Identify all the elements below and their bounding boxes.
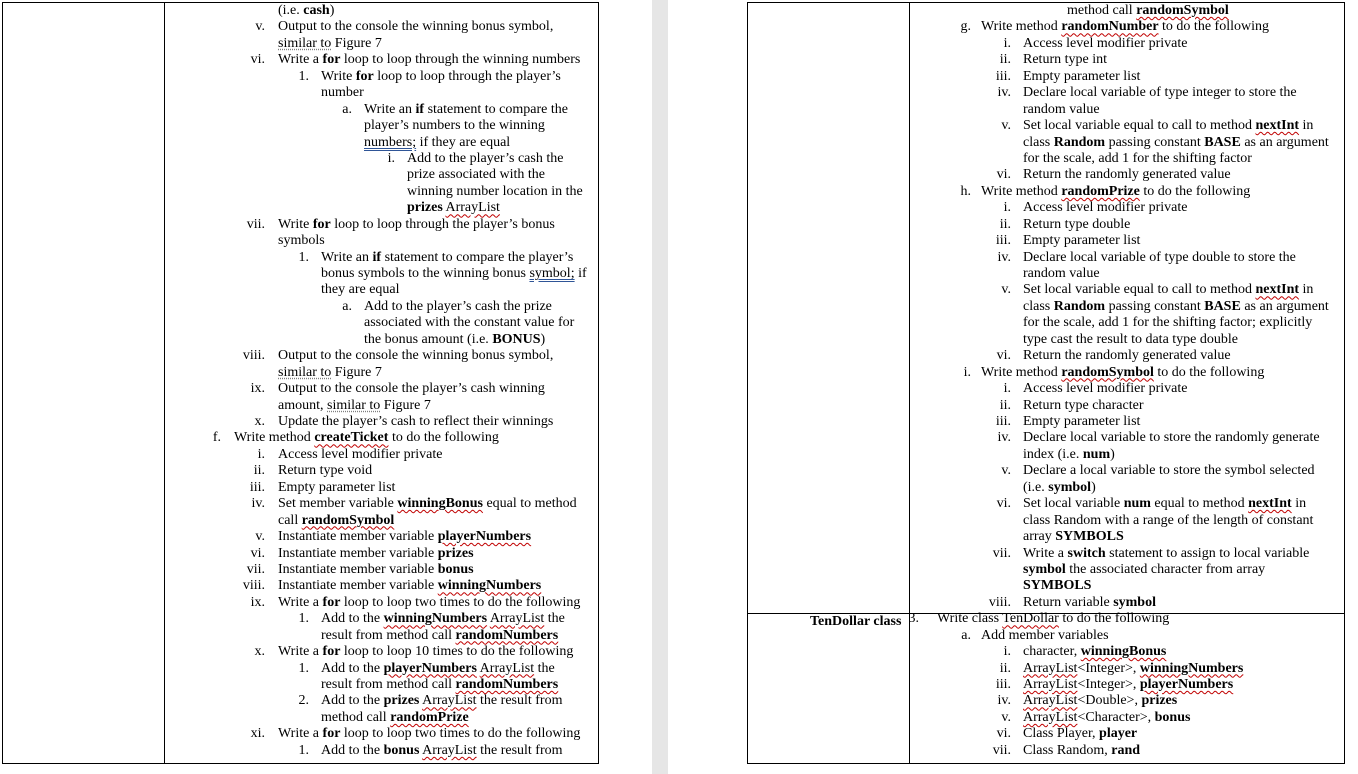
right-list-number: g. [960,19,971,35]
left-list-number: iii. [249,479,265,495]
left-list-number: iv. [251,496,265,512]
right-line-text: array SYMBOLS [1023,529,1124,545]
right-line-text: Return type character [1023,397,1144,413]
right-line-text: Empty parameter list [1023,233,1141,249]
right-line-text: Class Random, rand [1023,742,1141,758]
left-line-text: the bonus amount (i.e. BONUS) [364,331,546,347]
left-line-text: amount, similar to Figure 7 [278,397,431,413]
left-line-text: Write method createTicket to do the following [234,430,499,446]
left-line-text: similar to Figure 7 [278,364,382,380]
right-list-number: iv. [997,85,1011,101]
left-list-number: 1. [298,742,309,758]
left-line-text: Add to the player’s cash the prize [364,298,552,314]
right-list-number: v. [1001,118,1011,134]
right-line-text: Return type double [1023,216,1131,232]
left-line-text: Instantiate member variable bonus [278,561,474,577]
right-list-number: i. [1003,200,1011,216]
right-line-text: Declare local variable of type integer to store the [1023,85,1297,101]
right-line-text: SYMBOLS [1023,578,1092,594]
left-line-text: similar to Figure 7 [278,35,382,51]
right-line-text: symbol the associated character from array [1023,561,1266,577]
left-line-text: (i.e. cash) [278,3,335,18]
left-line-text: Update the player’s cash to reflect their winnings [278,414,554,429]
left-line-text: Set member variable winningBonus equal to method [278,496,577,512]
right-list-number: ii. [999,397,1011,413]
left-list-number: 1. [298,249,309,265]
right-line-text: Return the randomly generated value [1023,348,1231,364]
right-line-text: class Random with a range of the length of constant [1023,512,1314,528]
right-line-text: ArrayList<Double>, prizes [1023,693,1178,709]
right-line-text: type cast the result to data type double [1023,331,1238,347]
left-line-text: Write a for loop to loop 10 times to do the following [278,644,574,660]
left-list-number: i. [387,150,395,166]
right-list-number: iv. [997,430,1011,446]
left-line-text: Output to the console the winning bonus symbol, [278,19,554,35]
right-line-text: random value [1023,101,1100,117]
right-line-text: method call randomSymbol [1067,3,1229,18]
right-list-number: v. [1001,463,1011,479]
right-line-text: Write method randomPrize to do the following [981,183,1251,199]
left-line-text: method call randomPrize [321,709,469,725]
left-line-text: Write an if statement to compare the player’s [321,249,574,265]
right-list-number: ii. [999,660,1011,676]
right-line-text: for the scale, add 1 for the shifting factor; explicitly [1023,315,1313,331]
right-list-number: iii. [995,414,1011,429]
tendollar-class-label: TenDollar class [810,614,902,629]
left-list-number: v. [255,19,265,35]
right-list-number: iii. [995,233,1011,249]
left-list-number: vi. [250,545,265,561]
right-line-text: Set local variable equal to call to method nextInt in [1023,282,1314,298]
left-line-text: Instantiate member variable winningNumbers [278,578,542,594]
left-list-number: f. [212,430,221,446]
left-line-text: Write a for loop to loop two times to do the following [278,594,581,610]
right-line-text: Write a switch statement to assign to local variable [1023,545,1310,561]
left-list-number: a. [342,101,352,117]
page-gutter [652,0,668,774]
left-list-number: ix. [250,381,265,397]
right-list-number: i. [1003,644,1011,660]
left-line-text: result from method call randomNumbers [321,627,559,643]
right-list-number: vi. [996,726,1011,742]
left-line-text: Write for loop to loop through the player’s bonus [278,216,555,232]
left-list-number: x. [254,644,265,660]
right-line-text: index (i.e. num) [1023,446,1115,462]
left-line-text: Instantiate member variable prizes [278,545,474,561]
left-line-text: winning number location in the [407,183,583,199]
left-line-text: they are equal [321,282,400,298]
left-line-text: Add to the bonus ArrayList the result from [321,742,563,758]
right-line-text: Empty parameter list [1023,68,1141,84]
right-document-page [668,0,1358,774]
right-list-number: vi. [996,348,1011,364]
right-line-text: Write method randomNumber to do the following [981,19,1269,35]
left-table-column-divider [164,2,165,764]
right-list-number: viii. [988,594,1011,610]
right-line-text: Write class TenDollar to do the following [937,611,1170,627]
right-list-number: ii. [999,52,1011,68]
left-line-text: Add to the player’s cash the [407,150,564,166]
right-line-text: Add member variables [981,627,1109,643]
left-list-number: 1. [298,68,309,84]
right-line-text: Return type int [1023,52,1107,68]
left-line-text: Write a for loop to loop two times to do the following [278,726,581,742]
right-list-number: i. [1003,35,1011,51]
right-list-number: vii. [992,545,1011,561]
left-list-number: vii. [246,216,265,232]
left-list-number: ii. [253,463,265,479]
left-line-text: Add to the winningNumbers ArrayList the [321,611,565,627]
right-list-number: iv. [997,249,1011,265]
left-line-text: Add to the prizes ArrayList the result from [321,693,563,709]
right-line-text: random value [1023,266,1100,282]
right-list-number: i. [1003,381,1011,397]
right-list-number: vii. [992,742,1011,758]
right-line-text: Empty parameter list [1023,414,1141,429]
right-line-text: ArrayList<Character>, bonus [1023,709,1191,725]
right-line-text: ArrayList<Integer>, playerNumbers [1023,677,1234,693]
right-line-text: Class Player, player [1023,726,1138,742]
left-list-number: 1. [298,660,309,676]
right-list-number: 3. [908,611,919,627]
right-list-number: iv. [997,693,1011,709]
right-table-column-divider [909,2,910,764]
left-line-text: symbols [278,233,325,249]
left-list-number: viii. [242,578,265,594]
right-line-text: Access level modifier private [1023,381,1188,397]
left-line-text: result from method call randomNumbers [321,677,559,693]
left-line-text: Instantiate member variable playerNumbers [278,529,532,545]
right-line-text: Set local variable num equal to method nextInt in [1023,496,1307,512]
right-line-text: Return variable symbol [1023,594,1156,610]
left-line-text: Output to the console the player’s cash winning [278,381,545,397]
left-line-text: Write a for loop to loop through the winning numbers [278,52,581,68]
right-list-number: v. [1001,709,1011,725]
right-list-number: a. [961,627,971,643]
left-list-number: xi. [250,726,265,742]
right-list-number: iii. [995,677,1011,693]
left-list-number: ix. [250,594,265,610]
right-list-number: ii. [999,216,1011,232]
left-line-text: Add to the playerNumbers ArrayList the [321,660,555,676]
right-list-number: h. [960,183,971,199]
left-line-text: bonus symbols to the winning bonus symbol; if [321,266,587,282]
left-line-text: call randomSymbol [278,512,395,528]
left-list-number: vi. [250,52,265,68]
right-line-text: Write method randomSymbol to do the following [981,364,1265,380]
left-line-text: associated with the constant value for [364,315,575,331]
right-line-text: ArrayList<Integer>, winningNumbers [1023,660,1244,676]
left-line-text: Empty parameter list [278,479,396,495]
left-list-number: v. [255,529,265,545]
right-line-text: character, winningBonus [1023,644,1167,660]
left-list-number: vii. [246,561,265,577]
right-line-text: Declare a local variable to store the symbol selected [1023,463,1315,479]
right-list-number: vi. [996,167,1011,183]
right-list-number: v. [1001,282,1011,298]
left-line-text: Write for loop to loop through the player’s [321,68,561,84]
right-line-text: (i.e. symbol) [1023,479,1096,495]
left-line-text: prize associated with the [407,167,546,183]
left-list-number: 1. [298,611,309,627]
left-list-number: a. [342,298,352,314]
left-list-number: i. [257,446,265,462]
right-line-text: Access level modifier private [1023,35,1188,51]
right-list-number: iii. [995,68,1011,84]
left-list-number: 2. [298,693,309,709]
left-line-text: numbers; if they are equal [364,134,511,150]
right-line-text: Set local variable equal to call to method nextInt in [1023,118,1314,134]
left-line-text: number [321,85,364,101]
left-line-text: Access level modifier private [278,446,443,462]
left-line-text: player’s numbers to the winning [364,118,545,134]
right-line-text: class Random passing constant BASE as an argument [1023,298,1329,314]
left-line-text: prizes ArrayList [407,200,500,216]
left-line-text: Return type void [278,463,373,479]
right-list-number: vi. [996,496,1011,512]
left-line-text: Output to the console the winning bonus symbol, [278,348,554,364]
left-list-number: x. [254,414,265,429]
right-line-text: Access level modifier private [1023,200,1188,216]
right-line-text: class Random passing constant BASE as an argument [1023,134,1329,150]
left-document-page [0,0,652,774]
left-line-text: Write an if statement to compare the [364,101,568,117]
right-line-text: for the scale, add 1 for the shifting factor [1023,150,1252,166]
right-line-text: Return the randomly generated value [1023,167,1231,183]
right-line-text: Declare local variable of type double to store the [1023,249,1296,265]
right-line-text: Declare local variable to store the randomly generate [1023,430,1320,446]
right-list-number: i. [963,364,971,380]
left-list-number: viii. [242,348,265,364]
